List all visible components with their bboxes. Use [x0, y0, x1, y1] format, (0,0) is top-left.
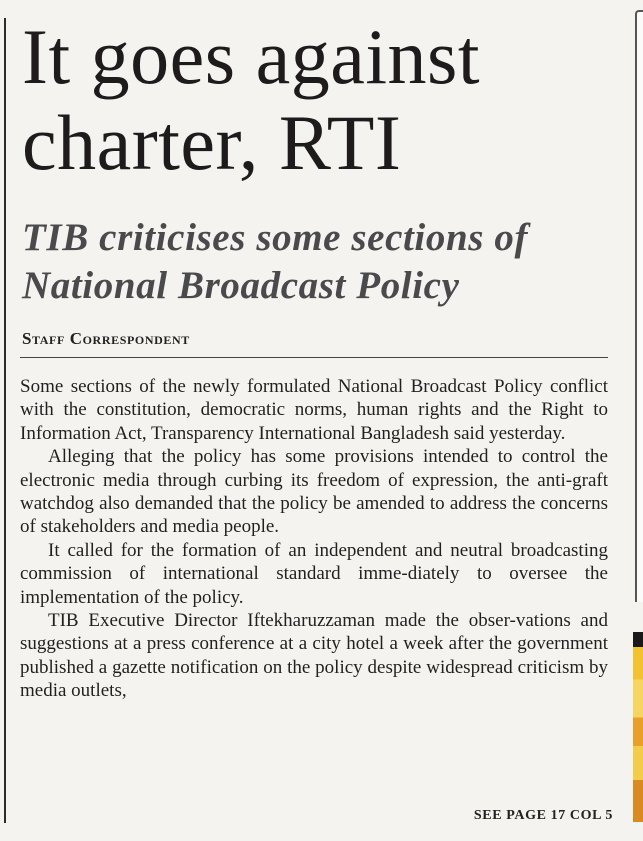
column-rule-left: [4, 18, 6, 823]
headline: [22, 14, 622, 186]
article-body: [20, 375, 608, 703]
adjacent-ad-strip: [633, 632, 643, 822]
headline-line-1: It goes against: [22, 13, 481, 100]
subheadline: [22, 214, 622, 310]
byline-divider: [20, 357, 608, 358]
paragraph-4: TIB Executive Director Iftekharuzzaman made the obser-vations and suggestions at a press conference at a city hotel a week after the government published a gazette notification on the policy despite widespread criticism by media outlets,: [20, 610, 608, 702]
subheadline-line-2: National Broadcast Policy: [22, 264, 460, 307]
paragraph-3: It called for the formation of an independent and neutral broadcasting commission of international standard imme-diately to oversee the implementation of the policy.: [20, 539, 608, 608]
paragraph-2: Alleging that the policy has some provisions intended to control the electronic media through curbing its freedom of expression, the anti-graft watchdog also demanded that the policy be amended to address the concerns of stakeholders and media people.: [20, 446, 608, 538]
paragraph-1: Some sections of the newly formulated National Broadcast Policy conflict with the constitution, democratic norms, human rights and the Right to Information Act, Transparency International Bangladesh said yesterday.: [20, 376, 608, 444]
byline: Staff Correspondent: [22, 329, 190, 348]
headline-line-2: charter, RTI: [22, 99, 402, 186]
continuation-jump: SEE PAGE 17 COL 5: [473, 808, 613, 823]
subheadline-line-1: TIB criticises some sections of: [22, 216, 529, 259]
adjacent-column-edge: [635, 10, 643, 602]
